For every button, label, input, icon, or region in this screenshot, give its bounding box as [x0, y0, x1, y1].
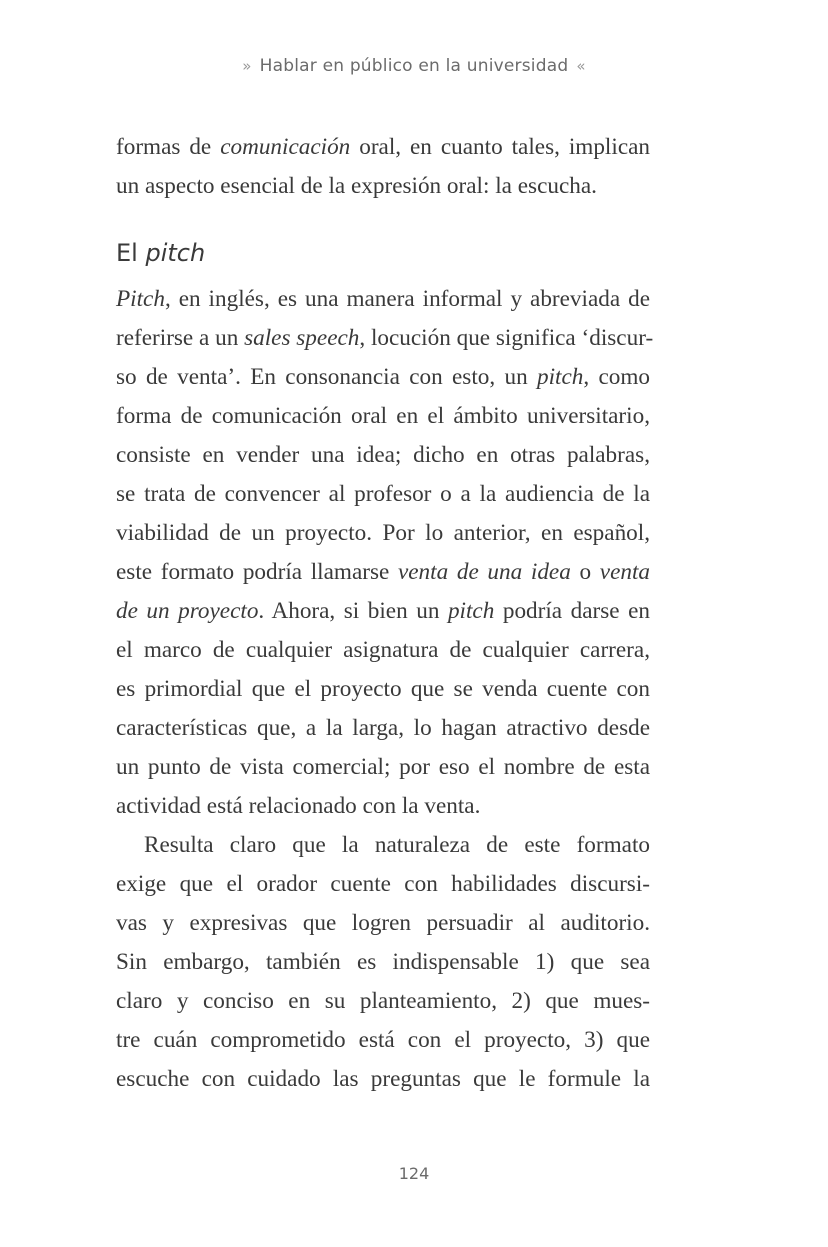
- left-guillemet: »: [242, 57, 252, 75]
- text-line: el marco de cualquier asignatura de cualquier carrera,: [116, 637, 650, 663]
- page-number: 124: [398, 1164, 430, 1183]
- text-line: viabilidad de un proyecto. Por lo anterior, en español,: [116, 520, 650, 546]
- text-line: Resulta claro que la naturaleza de este formato: [144, 832, 650, 858]
- text-line: este formato podría llamarse venta de una idea o venta: [116, 559, 651, 585]
- text-line: claro y conciso en su planteamiento, 2) que mues-: [116, 988, 650, 1014]
- text-line: un aspecto esencial de la expresión oral: la escucha.: [116, 173, 597, 199]
- text-line: características que, a la larga, lo hagan atractivo desde: [116, 715, 650, 741]
- text-line: vas y expresivas que logren persuadir al auditorio.: [116, 910, 650, 936]
- page-body: [116, 128, 654, 1099]
- text-line: actividad está relacionado con la venta.: [116, 793, 481, 819]
- running-head-title: Hablar en público en la universidad: [259, 56, 569, 76]
- text-line: forma de comunicación oral en el ámbito universitario,: [116, 403, 650, 429]
- right-guillemet: «: [576, 57, 586, 75]
- text-line: formas de comunicación oral, en cuanto tales, implican: [116, 134, 650, 160]
- paragraph-1: [116, 280, 654, 826]
- text-line: Sin embargo, también es indispensable 1) que sea: [116, 949, 650, 975]
- section-heading: El pitch: [116, 239, 206, 267]
- text-line: Pitch, en inglés, es una manera informal y abreviada de: [116, 286, 650, 312]
- text-line: es primordial que el proyecto que se venda cuente con: [116, 676, 650, 702]
- text-line: se trata de convencer al profesor o a la audiencia de la: [116, 481, 650, 507]
- text-line: referirse a un sales speech, locución que significa ‘discur-: [116, 325, 654, 351]
- paragraph-2: [116, 826, 650, 1099]
- text-line: un punto de vista comercial; por eso el nombre de esta: [116, 754, 650, 780]
- text-line: escuche con cuidado las preguntas que le formule la: [116, 1066, 650, 1092]
- text-line: exige que el orador cuente con habilidades discursi-: [116, 871, 650, 897]
- text-line: so de venta’. En consonancia con esto, un pitch, como: [116, 364, 650, 390]
- intro-paragraph: [116, 128, 650, 206]
- text-line: de un proyecto. Ahora, si bien un pitch podría darse en: [116, 598, 650, 624]
- text-line: tre cuán comprometido está con el proyecto, 3) que: [116, 1027, 650, 1053]
- running-head: [0, 56, 828, 76]
- text-line: consiste en vender una idea; dicho en otras palabras,: [116, 442, 650, 468]
